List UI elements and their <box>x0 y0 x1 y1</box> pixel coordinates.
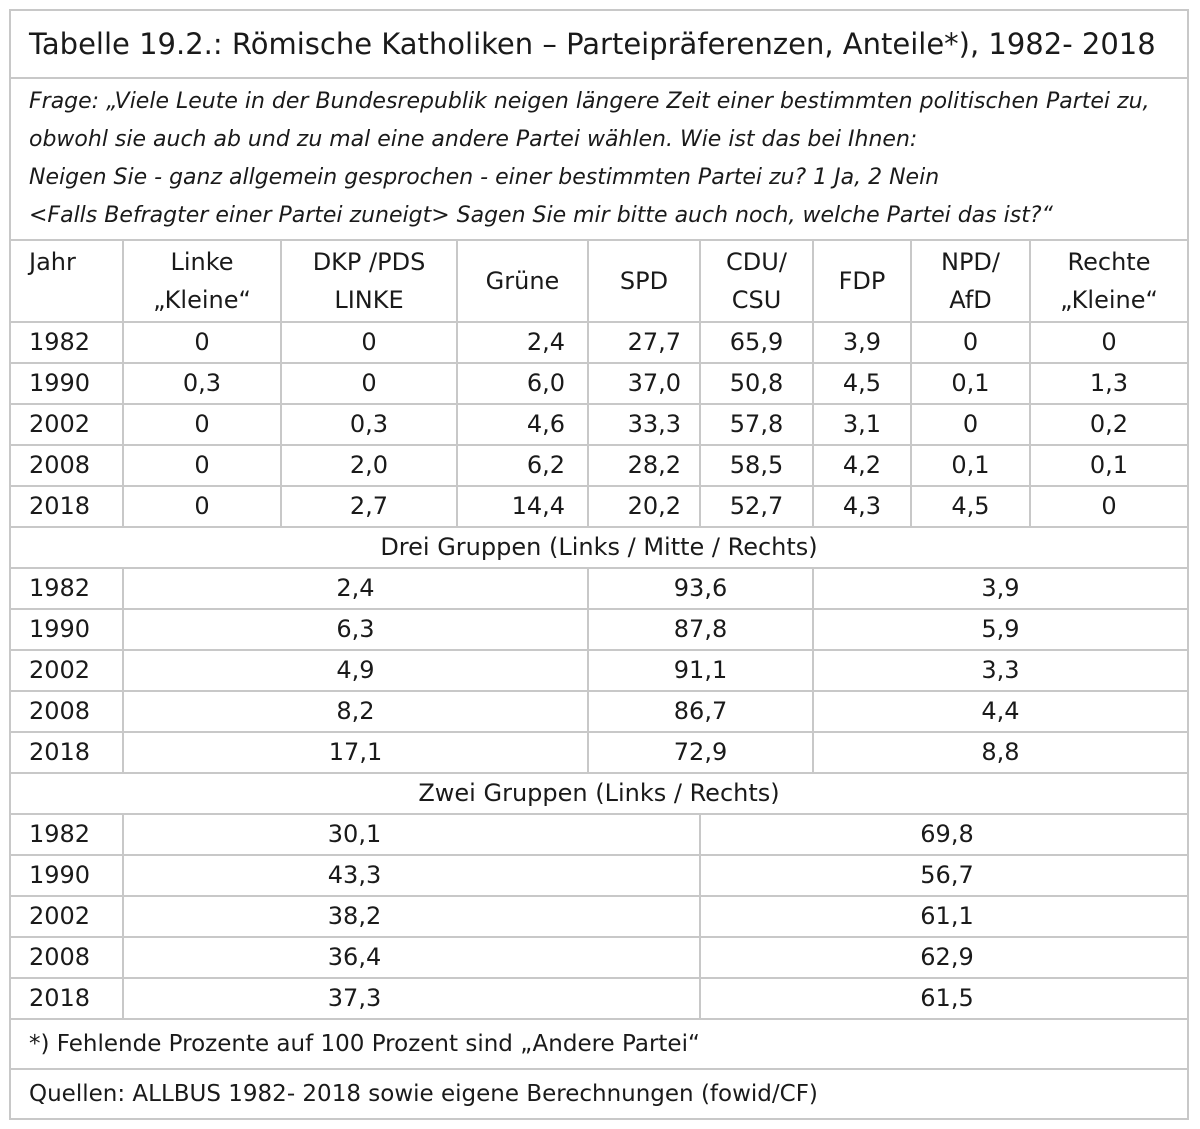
table-row <box>10 322 1188 363</box>
header-year: Jahr <box>10 240 123 322</box>
rechts-cell: 61,1 <box>700 896 1188 937</box>
section-row <box>10 773 1188 814</box>
table-row <box>10 609 1188 650</box>
year-cell: 2018 <box>10 732 123 773</box>
value-cell: 0 <box>1030 322 1188 363</box>
rechts-cell: 62,9 <box>700 937 1188 978</box>
table-row <box>10 855 1188 896</box>
table-row <box>10 404 1188 445</box>
year-cell: 1990 <box>10 609 123 650</box>
header-row <box>10 240 1188 322</box>
section-label-two-groups: Zwei Gruppen (Links / Rechts) <box>10 773 1188 814</box>
value-cell: 0 <box>281 322 457 363</box>
value-cell: 33,3 <box>588 404 700 445</box>
rechts-cell: 4,4 <box>813 691 1188 732</box>
header-spd: SPD <box>588 240 700 322</box>
mitte-cell: 72,9 <box>588 732 813 773</box>
table-row <box>10 814 1188 855</box>
table-row <box>10 650 1188 691</box>
table-row <box>10 363 1188 404</box>
links-cell: 17,1 <box>123 732 588 773</box>
question-line: <Falls Befragter einer Partei zuneigt> Sagen Sie mir bitte auch noch, welche Partei das ist?“ <box>29 203 1053 228</box>
year-cell: 1982 <box>10 814 123 855</box>
value-cell: 0,1 <box>911 445 1030 486</box>
value-cell: 4,3 <box>813 486 911 527</box>
value-cell: 0 <box>911 322 1030 363</box>
year-cell: 1990 <box>10 855 123 896</box>
value-cell: 0,2 <box>1030 404 1188 445</box>
value-cell: 0 <box>911 404 1030 445</box>
table-row <box>10 445 1188 486</box>
table-row <box>10 486 1188 527</box>
links-cell: 4,9 <box>123 650 588 691</box>
rechts-cell: 56,7 <box>700 855 1188 896</box>
year-cell: 2002 <box>10 650 123 691</box>
mitte-cell: 87,8 <box>588 609 813 650</box>
footnote-row <box>10 1019 1188 1069</box>
rechts-cell: 3,9 <box>813 568 1188 609</box>
value-cell: 65,9 <box>700 322 813 363</box>
value-cell: 6,0 <box>457 363 588 404</box>
table-row <box>10 691 1188 732</box>
value-cell: 58,5 <box>700 445 813 486</box>
question-line: Neigen Sie - ganz allgemein gesprochen - einer bestimmten Partei zu? 1 Ja, 2 Nein <box>29 165 940 190</box>
value-cell: 2,4 <box>457 322 588 363</box>
links-cell: 38,2 <box>123 896 700 937</box>
year-cell: 2018 <box>10 486 123 527</box>
links-cell: 6,3 <box>123 609 588 650</box>
value-cell: 2,7 <box>281 486 457 527</box>
value-cell: 0,3 <box>123 363 281 404</box>
question-text <box>10 78 1188 240</box>
year-cell: 2002 <box>10 896 123 937</box>
links-cell: 43,3 <box>123 855 700 896</box>
table-row <box>10 978 1188 1019</box>
value-cell: 1,3 <box>1030 363 1188 404</box>
year-cell: 2008 <box>10 691 123 732</box>
mitte-cell: 86,7 <box>588 691 813 732</box>
footnote-text: *) Fehlende Prozente auf 100 Prozent sind „Andere Partei“ <box>10 1019 1188 1069</box>
value-cell: 20,2 <box>588 486 700 527</box>
table-row <box>10 896 1188 937</box>
year-cell: 1990 <box>10 363 123 404</box>
question-line: Frage: „Viele Leute in der Bundesrepublik neigen längere Zeit einer bestimmten politischen Partei zu, <box>29 89 1150 114</box>
value-cell: 4,5 <box>911 486 1030 527</box>
table-title: Tabelle 19.2.: Römische Katholiken – Parteipräferenzen, Anteile*), 1982- 2018 <box>10 10 1188 78</box>
rechts-cell: 8,8 <box>813 732 1188 773</box>
value-cell: 0,3 <box>281 404 457 445</box>
header-rechte-kleine: Rechte „Kleine“ <box>1030 240 1188 322</box>
table-row <box>10 732 1188 773</box>
rechts-cell: 5,9 <box>813 609 1188 650</box>
header-linke-kleine: Linke „Kleine“ <box>123 240 281 322</box>
table-row <box>10 937 1188 978</box>
header-dkp-pds-linke: DKP /PDS LINKE <box>281 240 457 322</box>
value-cell: 0 <box>1030 486 1188 527</box>
question-line: obwohl sie auch ab und zu mal eine andere Partei wählen. Wie ist das bei Ihnen: <box>29 127 918 152</box>
value-cell: 4,2 <box>813 445 911 486</box>
table-row <box>10 568 1188 609</box>
section-row <box>10 527 1188 568</box>
section-label-three-groups: Drei Gruppen (Links / Mitte / Rechts) <box>10 527 1188 568</box>
links-cell: 37,3 <box>123 978 700 1019</box>
value-cell: 37,0 <box>588 363 700 404</box>
value-cell: 4,6 <box>457 404 588 445</box>
value-cell: 0 <box>123 445 281 486</box>
value-cell: 3,9 <box>813 322 911 363</box>
value-cell: 0 <box>281 363 457 404</box>
value-cell: 14,4 <box>457 486 588 527</box>
value-cell: 0 <box>123 404 281 445</box>
rechts-cell: 69,8 <box>700 814 1188 855</box>
value-cell: 0 <box>123 322 281 363</box>
value-cell: 0,1 <box>1030 445 1188 486</box>
value-cell: 28,2 <box>588 445 700 486</box>
header-gruene: Grüne <box>457 240 588 322</box>
value-cell: 52,7 <box>700 486 813 527</box>
value-cell: 50,8 <box>700 363 813 404</box>
value-cell: 57,8 <box>700 404 813 445</box>
value-cell: 6,2 <box>457 445 588 486</box>
data-table <box>9 9 1189 1120</box>
rechts-cell: 3,3 <box>813 650 1188 691</box>
year-cell: 1982 <box>10 568 123 609</box>
mitte-cell: 91,1 <box>588 650 813 691</box>
links-cell: 2,4 <box>123 568 588 609</box>
year-cell: 2018 <box>10 978 123 1019</box>
year-cell: 1982 <box>10 322 123 363</box>
header-fdp: FDP <box>813 240 911 322</box>
value-cell: 2,0 <box>281 445 457 486</box>
source-row <box>10 1069 1188 1119</box>
value-cell: 4,5 <box>813 363 911 404</box>
links-cell: 30,1 <box>123 814 700 855</box>
header-npd-afd: NPD/ AfD <box>911 240 1030 322</box>
value-cell: 27,7 <box>588 322 700 363</box>
header-cdu-csu: CDU/ CSU <box>700 240 813 322</box>
value-cell: 3,1 <box>813 404 911 445</box>
source-text: Quellen: ALLBUS 1982- 2018 sowie eigene Berechnungen (fowid/CF) <box>10 1069 1188 1119</box>
year-cell: 2008 <box>10 937 123 978</box>
rechts-cell: 61,5 <box>700 978 1188 1019</box>
year-cell: 2002 <box>10 404 123 445</box>
mitte-cell: 93,6 <box>588 568 813 609</box>
year-cell: 2008 <box>10 445 123 486</box>
value-cell: 0,1 <box>911 363 1030 404</box>
value-cell: 0 <box>123 486 281 527</box>
links-cell: 8,2 <box>123 691 588 732</box>
links-cell: 36,4 <box>123 937 700 978</box>
